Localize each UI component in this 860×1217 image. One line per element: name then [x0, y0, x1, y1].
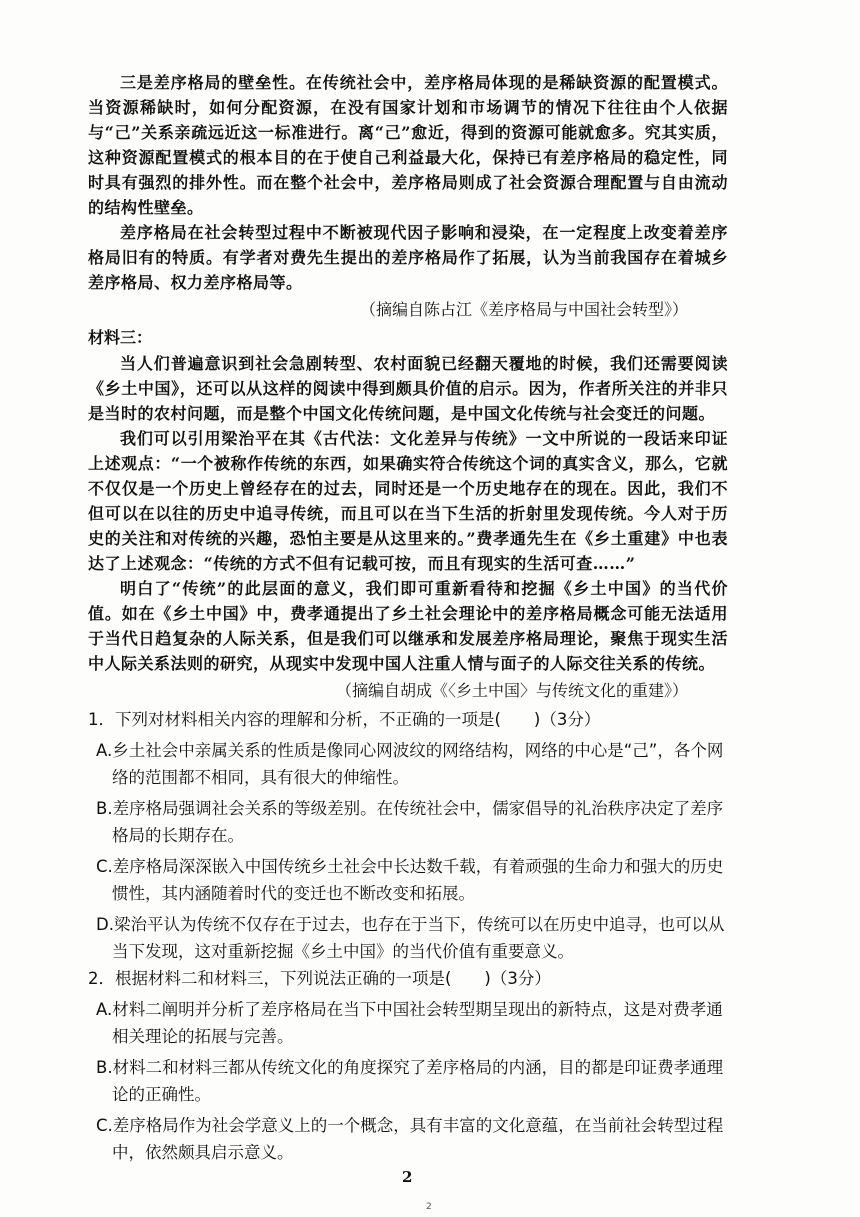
- material3-source: （摘编自胡成《〈乡土中国〉与传统文化的重建》）: [335, 681, 688, 700]
- material2-paragraph-2: 差序格局在社会转型过程中不断被现代因子影响和浸染，在一定程度上改变着差序格局旧有的特质。有学者对费先生提出的差序格局作了拓展，认为当前我国存在着城乡差序格局、权力差序格局等。: [88, 223, 728, 292]
- material2-source: （摘编自陈占江《差序格局与中国社会转型》）: [359, 300, 688, 319]
- document-page: [88, 70, 728, 1166]
- question-2-option-b: B.材料二和材料三都从传统文化的角度探究了差序格局的内涵，目的都是印证费孝通理论的正确性。: [96, 1058, 724, 1104]
- question-2-option-a: A.材料二阐明并分析了差序格局在当下中国社会转型期呈现出的新特点，这是对费孝通相关理论的拓展与完善。: [96, 1000, 723, 1046]
- question-2-stem: 2．根据材料二和材料三，下列说法正确的一项是( )（3分）: [88, 969, 551, 988]
- question-2-option-c: C.差序格局作为社会学意义上的一个概念，具有丰富的文化意蕴，在当前社会转型过程中，依然颇具启示意义。: [96, 1116, 724, 1162]
- material2-paragraph-1: 三是差序格局的壁垒性。在传统社会中，差序格局体现的是稀缺资源的配置模式。当资源稀缺时，如何分配资源，在没有国家计划和市场调节的情况下往往由个人依据与“己”关系亲疏远近这一标准进行。离“己”愈近，得到的资源可能就愈多。究其实质，这种资源配置模式的根本目的在于使自己利益最大化，保持已有差序格局的稳定性，同时具有强烈的排外性。而在整个社会中，差序格局则成了社会资源合理配置与自由流动的结构性壁垒。: [88, 73, 728, 217]
- footer-page-number: 2: [426, 1202, 432, 1212]
- material3-title: 材料三：: [88, 328, 153, 347]
- question-1-option-a: A.乡土社会中亲属关系的性质是像同心网波纹的网络结构，网络的中心是“己”，各个网络的范围都不相同，具有很大的伸缩性。: [96, 741, 724, 787]
- question-1-option-c: C.差序格局深深嵌入中国传统乡土社会中长达数千载，有着顽强的生命力和强大的历史惯性，其内涵随着时代的变迁也不断改变和拓展。: [96, 857, 724, 903]
- material3-paragraph-2: 我们可以引用梁治平在其《古代法：文化差异与传统》一文中所说的一段话来印证上述观点：“一个被称作传统的东西，如果确实符合传统这个词的真实含义，那么，它就不仅仅是一个历史上曾经存在的过去，同时还是一个历史地存在的现在。因此，我们不但可以在以往的历史中追寻传统，而且可以在当下生活的折射里发现传统。今人对于历史的关注和对传统的兴趣，恐怕主要是从这里来的。”费孝通先生在《乡土重建》中也表达了上述观念：“传统的方式不但有记载可按，而且有现实的生活可查……”: [88, 429, 728, 573]
- question-1-option-b: B.差序格局强调社会关系的等级差别。在传统社会中，儒家倡导的礼治秩序决定了差序格局的长期存在。: [96, 799, 724, 845]
- page-number: 2: [402, 1168, 413, 1186]
- question-1-stem: 1．下列对材料相关内容的理解和分析，不正确的一项是( )（3分）: [88, 710, 601, 729]
- material3-paragraph-1: 当人们普遍意识到社会急剧转型、农村面貌已经翻天覆地的时候，我们还需要阅读《乡土中国》，还可以从这样的阅读中得到颇具价值的启示。因为，作者所关注的并非只是当时的农村问题，而是整个中国文化传统问题，是中国文化传统与社会变迁的问题。: [88, 354, 728, 423]
- question-1-option-d: D.梁治平认为传统不仅存在于过去，也存在于当下，传统可以在历史中追寻，也可以从当下发现，这对重新挖掘《乡土中国》的当代价值有重要意义。: [96, 915, 725, 961]
- material3-paragraph-3: 明白了“传统”的此层面的意义，我们即可重新看待和挖掘《乡土中国》的当代价值。如在《乡土中国》中，费孝通提出了乡土社会理论中的差序格局概念可能无法适用于当代日趋复杂的人际关系，但是我们可以继承和发展差序格局理论，聚焦于现实生活中人际关系法则的研究，从现实中发现中国人注重人情与面子的人际交往关系的传统。: [88, 579, 728, 673]
